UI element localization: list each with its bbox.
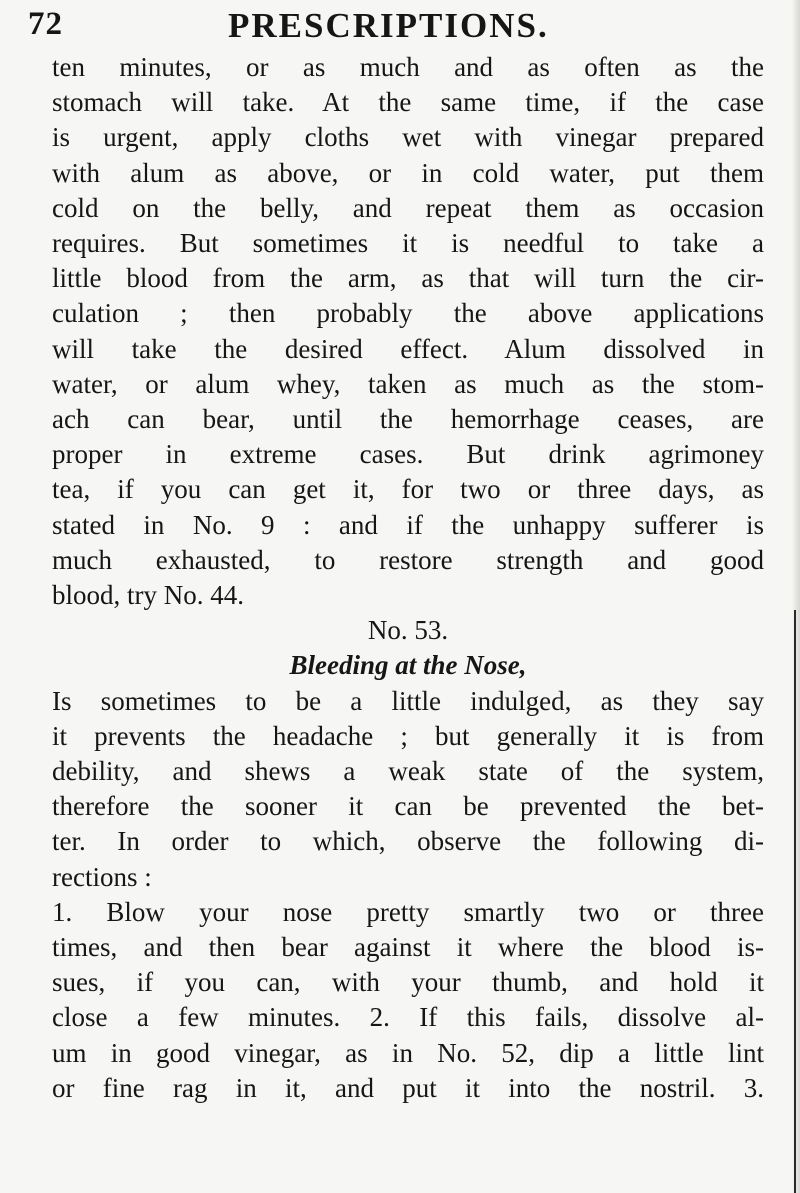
text-line: water, or alum whey, taken as much as the stom- — [52, 368, 764, 399]
body-text — [52, 50, 764, 1106]
text-line: 1. Blow your nose pretty smartly two or three — [52, 896, 764, 927]
text-line: ten minutes, or as much and as often as the — [52, 52, 764, 82]
text-line: stated in No. 9 : and if the unhappy sufferer is — [52, 509, 764, 540]
text-line: little blood from the arm, as that will turn the cir- — [52, 263, 764, 294]
text-line: it prevents the headache ; but generally it is from — [52, 720, 764, 751]
text-line: or fine rag in it, and put it into the nostril. 3. — [52, 1072, 764, 1103]
running-head: PRESCRIPTIONS. — [228, 6, 549, 45]
text-line: sues, if you can, with your thumb, and hold it — [52, 967, 764, 998]
text-line: ter. In order to which, observe the following di- — [52, 826, 764, 857]
text-line: close a few minutes. 2. If this fails, dissolve al- — [52, 1002, 764, 1033]
section-number: No. 53. — [367, 615, 449, 646]
text-line: ach can bear, until the hemorrhage ceases, are — [52, 404, 764, 435]
text-line: is urgent, apply cloths wet with vinegar prepared — [52, 122, 764, 153]
paragraph-hemorrhage-continued — [52, 50, 764, 613]
text-line: therefore the sooner it can be prevented the bet- — [52, 791, 764, 822]
text-line: rections : — [52, 861, 152, 892]
binding-edge-line — [794, 610, 796, 1193]
text-line: debility, and shews a weak state of the system, — [52, 756, 764, 787]
text-line: times, and then bear against it where the blood is- — [52, 932, 764, 963]
text-line: um in good vinegar, as in No. 52, dip a little lint — [52, 1037, 764, 1068]
section-title: Bleeding at the Nose, — [289, 650, 527, 681]
text-line: stomach will take. At the same time, if the case — [52, 87, 764, 118]
page-header — [28, 6, 768, 52]
paragraph-bleeding-at-nose — [52, 684, 764, 1106]
text-line: tea, if you can get it, for two or three days, as — [52, 474, 764, 505]
text-line: requires. But sometimes it is needful to take a — [52, 228, 764, 259]
text-line: with alum as above, or in cold water, put them — [52, 157, 764, 188]
text-line: proper in extreme cases. But drink agrimoney — [52, 439, 764, 470]
text-line: much exhausted, to restore strength and good — [52, 544, 764, 575]
text-line: cold on the belly, and repeat them as occasion — [52, 192, 764, 223]
text-line: will take the desired effect. Alum dissolved in — [52, 333, 764, 364]
text-line: blood, try No. 44. — [52, 580, 244, 611]
text-line: culation ; then probably the above applications — [52, 298, 764, 329]
text-line: Is sometimes to be a little indulged, as they say — [52, 685, 764, 716]
page-number: 72 — [28, 6, 63, 42]
